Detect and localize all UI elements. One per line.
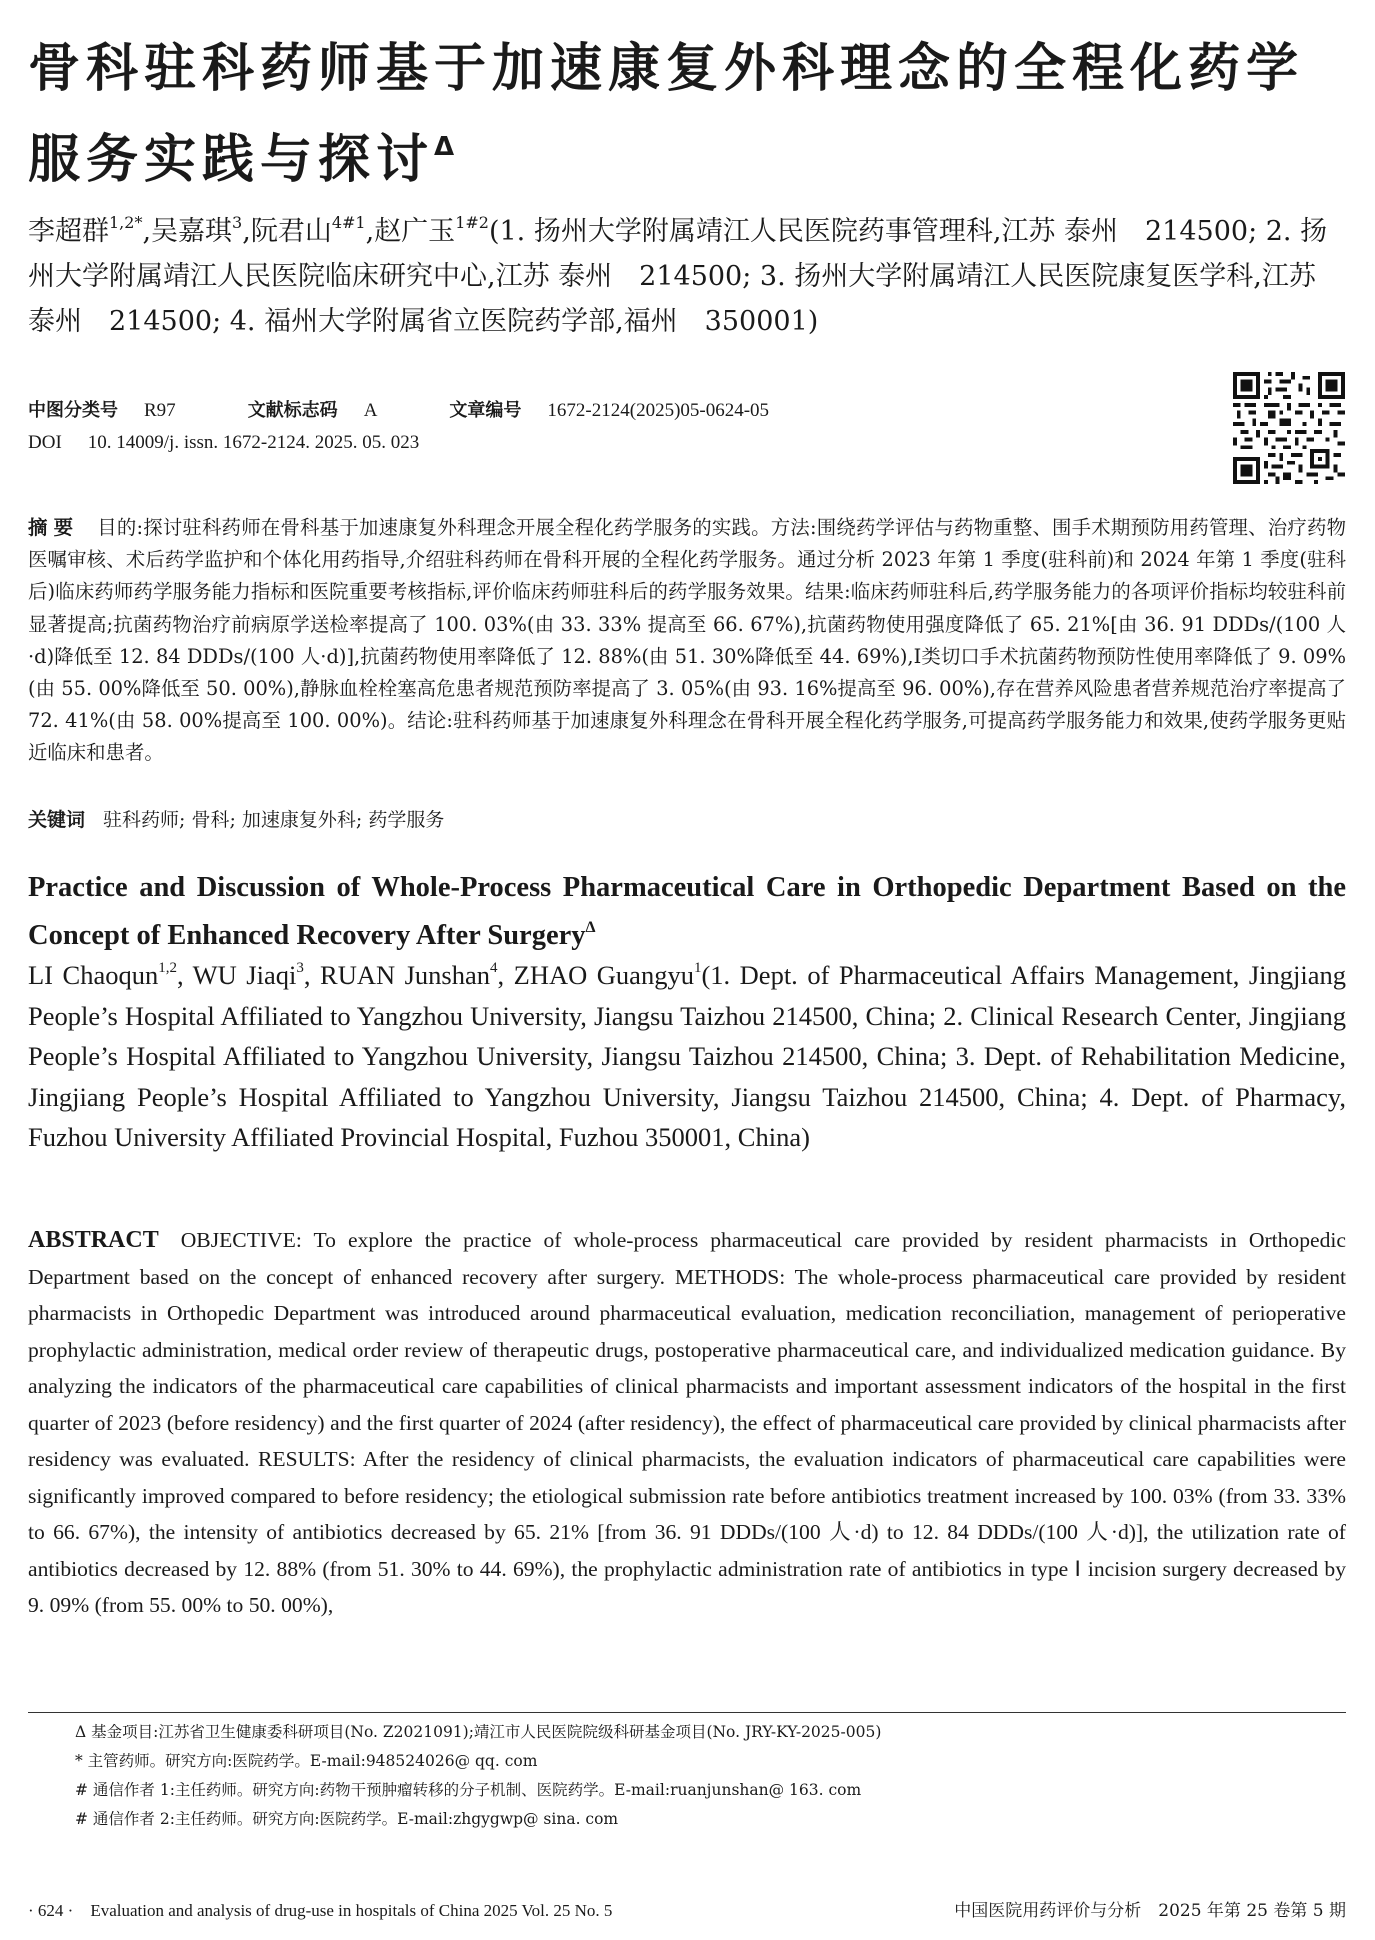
keywords-chinese: [28, 804, 1346, 836]
author-en-1: LI Chaoqun: [28, 960, 159, 990]
author-1: 李超群: [28, 216, 109, 247]
footnote-corresponding-1: # 通信作者 1:主任药师。研究方向:药物干预肿瘤转移的分子机制、医院药学。E-mail:ruanjunshan@ 163. com: [75, 1781, 862, 1799]
doi-value: 10. 14009/j. issn. 1672-2124. 2025. 05. 023: [87, 432, 420, 453]
abstract-chinese: [28, 512, 1346, 770]
clc-value: R97: [144, 400, 176, 421]
keywords-text: 驻科药师; 骨科; 加速康复外科; 药学服务: [103, 809, 445, 831]
author-4-sup: 1#2: [455, 213, 489, 232]
author-1-sup: 1,2*: [109, 213, 143, 232]
authors-chinese: 李超群$^{1,2*}$,吴嘉琪$^3$,阮君山$^{4\#1}$,赵广玉$^{1\#2}$(1. 扬州大学附属靖江人民医院药事管理科,江苏 泰州 214500; 2. 扬州大学附属靖江人民医院临床研究中心,江苏 泰州 214500; 3. 扬州大学附属靖江人民医院康复医学科,江苏 泰州 214500; 4. 福州大学附属省立医院药学部,福州 350001): [28, 213, 1328, 337]
author-2-sup: 3: [232, 213, 243, 232]
title-english: [28, 868, 1346, 956]
title-chinese-text: 骨科驻科药师基于加速康复外科理念的全程化药学服务实践与探讨: [28, 39, 1305, 190]
abstract-english-text: OBJECTIVE: To explore the practice of whole-process pharmaceutical care provided by resident pharmacists in Orthopedic Department based on the concept of enhanced recovery after surgery. METHODS: The whole-process pharmaceutical care provided by resident pharmacists in Orthopedic Department was introduced around pharmaceutical evaluation, medication reconciliation, management of perioperative prophylactic administration, medical order review of therapeutic drugs, postoperative pharmaceutical care, and individualized medication guidance. By analyzing the indicators of the pharmaceutical care capabilities of clinical pharmacists and important assessment indicators of the hospital in the first quarter of 2023 (before residency) and the first quarter of 2024 (after residency), the effect of pharmaceutical care provided by clinical pharmacists after residency was evaluated. RESULTS: After the residency of clinical pharmacists, the evaluation indicators of pharmaceutical care capabilities were significantly improved compared to before residency; the etiological submission rate before antibiotics treatment increased by 100. 03% (from 33. 33% to 66. 67%), the intensity of antibiotics decreased by 65. 21% [from 36. 91 DDDs/(100 人·d) to 12. 84 DDDs/(100 人·d)], the utilization rate of antibiotics decreased by 12. 88% (from 51. 30% to 44. 69%), the prophylactic administration rate of antibiotics in type Ⅰ incision surgery decreased by 9. 09% (from 55. 00% to 50. 00%),: [28, 1228, 1346, 1617]
footnote-first-author: * 主管药师。研究方向:医院药学。E-mail:948524026@ qq. com: [75, 1752, 538, 1770]
abstract-chinese-label: 摘要: [28, 516, 80, 539]
abstract-english: [28, 1222, 1346, 1624]
keywords-label: 关键词: [28, 809, 86, 831]
author-2: 吴嘉琪: [151, 216, 233, 247]
author-en-2: WU Jiaqi: [192, 960, 297, 990]
qr-code-icon: [1233, 372, 1345, 484]
doc-code-label: 文献标志码: [247, 400, 338, 421]
author-en-3: RUAN Junshan: [320, 960, 491, 990]
affiliations-english: (1. Dept. of Pharmaceutical Affairs Management, Jingjiang People’s Hospital Affiliated to Yangzhou University, Jiangsu Taizhou 214500, China; 2. Clinical Research Center, Jingjiang People’s Hospital Affiliated to Yangzhou University, Jiangsu Taizhou 214500, China; 3. Dept. of Rehabilitation Medicine, Jingjiang People’s Hospital Affiliated to Yangzhou University, Jiangsu Taizhou 214500, China; 4. Dept. of Pharmacy, Fuzhou University Affiliated Provincial Hospital, Fuzhou 350001, China): [28, 960, 1347, 1152]
title-chinese: [28, 30, 1348, 199]
meta-row-classification: [28, 395, 769, 427]
affiliations-chinese: (1. 扬州大学附属靖江人民医院药事管理科,江苏 泰州 214500; 2. 扬州大学附属靖江人民医院临床研究中心,江苏 泰州 214500; 3. 扬州大学附属靖江人民医院康复医学科,江苏 泰州 214500; 4. 福州大学附属省立医院药学部,福州 350001): [28, 216, 1328, 337]
title-english-text: Practice and Discussion of Whole-Process Pharmaceutical Care in Orthopedic Department Based on the Concept of Enhanced Recovery After Surgery: [28, 872, 1346, 951]
footnote-fund: Δ 基金项目:江苏省卫生健康委科研项目(No. Z2021091);靖江市人民医院院级科研基金项目(No. JRY-KY-2025-005): [75, 1723, 882, 1741]
clc-label: 中图分类号: [28, 400, 118, 421]
author-en-4-sup: 1: [693, 960, 702, 976]
meta-row-doi: [28, 427, 769, 459]
footnote-corresponding-2: # 通信作者 2:主任药师。研究方向:医院药学。E-mail:zhgygwp@ sina. com: [75, 1810, 619, 1828]
article-number-value: 1672-2124(2025)05-0624-05: [547, 400, 770, 421]
footer-journal-english: · 624 · Evaluation and analysis of drug-use in hospitals of China 2025 Vol. 25 No. 5: [28, 1901, 613, 1920]
author-en-3-sup: 4: [490, 960, 498, 976]
doc-code-value: A: [363, 400, 378, 421]
author-en-1-sup: 1,2: [158, 960, 177, 976]
author-3-sup: 4#1: [331, 213, 366, 232]
title-fund-mark: Δ: [434, 132, 455, 162]
author-3: 阮君山: [250, 216, 332, 247]
article-meta: [28, 395, 769, 459]
author-en-2-sup: 3: [296, 960, 304, 976]
author-4: 赵广玉: [374, 216, 456, 247]
title-english-fund-mark: Δ: [585, 919, 596, 936]
author-en-4: ZHAO Guangyu: [513, 960, 694, 990]
footer-journal-chinese: 中国医院用药评价与分析 2025 年第 25 卷第 5 期: [954, 1901, 1346, 1921]
page-footer: [28, 1896, 1346, 1926]
footnote-divider: [28, 1712, 1346, 1713]
footnotes: [75, 1718, 1345, 1834]
abstract-english-label: ABSTRACT: [28, 1227, 159, 1253]
article-number-label: 文章编号: [449, 400, 522, 421]
doi-label: DOI: [28, 432, 62, 453]
abstract-chinese-text: 目的:探讨驻科药师在骨科基于加速康复外科理念开展全程化药学服务的实践。方法:围绕药学评估与药物重整、围手术期预防用药管理、治疗药物医嘱审核、术后药学监护和个体化用药指导,介绍驻科药师在骨科开展的全程化药学服务。通过分析 2023 年第 1 季度(驻科前)和 2024 年第 1 季度(驻科后)临床药师药学服务能力指标和医院重要考核指标,评价临床药师驻科后的药学服务效果。结果:临床药师驻科后,药学服务能力的各项评价指标均较驻科前显著提高;抗菌药物治疗前病原学送检率提高了 100. 03%(由 33. 33% 提高至 66. 67%),抗菌药物使用强度降低了 65. 21%[由 36. 91 DDDs/(100 人·d)降低至 12. 84 DDDs/(100 人·d)],抗菌药物使用率降低了 12. 88%(由 51. 30%降低至 44. 69%),Ⅰ类切口手术抗菌药物预防性使用率降低了 9. 09%(由 55. 00%降低至 50. 00%),静脉血栓栓塞高危患者规范预防率提高了 3. 05%(由 93. 16%提高至 96. 00%),存在营养风险患者营养规范治疗率提高了 72. 41%(由 58. 00%提高至 100. 00%)。结论:驻科药师基于加速康复外科理念在骨科开展全程化药学服务,可提高药学服务能力和效果,使药学服务更贴近临床和患者。: [28, 516, 1346, 765]
authors-english: LI Chaoqun$^{1,2}$, WU Jiaqi$^3$, RUAN Junshan$^4$, ZHAO Guangyu$^1$(1. Dept. of Pharmaceutical Affairs Management, Jingjiang People’s Hospital Affiliated to Yangzhou University, Jiangsu Taizhou 214500, China; 2. Clinical Research Center, Jingjiang People’s Hospital Affiliated to Yangzhou University, Jiangsu Taizhou 214500, China; 3. Dept. of Rehabilitation Medicine, Jingjiang People’s Hospital Affiliated to Yangzhou University, Jiangsu Taizhou 214500, China; 4. Dept. of Pharmacy, Fuzhou University Affiliated Provincial Hospital, Fuzhou 350001, China): [28, 960, 1347, 1152]
